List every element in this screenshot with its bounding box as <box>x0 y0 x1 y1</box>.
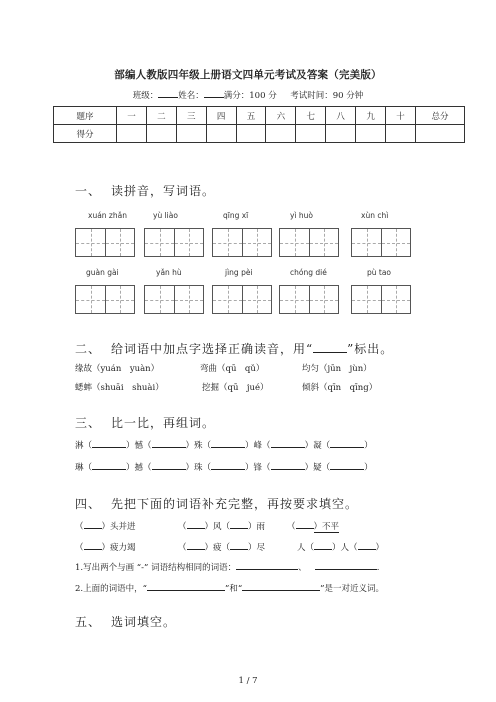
section-number: 三、 <box>75 416 102 430</box>
score-cell <box>386 125 416 143</box>
writing-grid[interactable] <box>351 285 411 314</box>
score-cell <box>326 125 356 143</box>
score-header-cell: 七 <box>296 107 326 125</box>
idiom-item: （ ）头并进 <box>75 522 136 532</box>
answer-blank[interactable] <box>84 541 102 550</box>
section-number: 五、 <box>75 615 102 629</box>
reading-item: 挖掘（qū jué） <box>202 383 269 393</box>
reading-item: 均匀（jūn jùn） <box>302 364 372 374</box>
answer-blank[interactable] <box>296 520 314 529</box>
exam-info <box>0 88 496 101</box>
name-blank <box>204 88 224 98</box>
reading-item: 倾斜（qīn qīng） <box>302 383 378 393</box>
section-title: 给词语中加点字选择正确读音，用“ <box>111 342 314 356</box>
score-header-cell: 三 <box>176 107 206 125</box>
section-number: 一、 <box>75 184 102 198</box>
writing-grid[interactable] <box>75 285 135 314</box>
pinyin-3: qīng xī <box>223 211 249 220</box>
answer-blank[interactable] <box>236 561 298 570</box>
writing-grid[interactable] <box>212 285 272 314</box>
answer-blank[interactable] <box>187 520 205 529</box>
answer-blank[interactable] <box>147 582 225 591</box>
answer-blank[interactable] <box>230 520 248 529</box>
score-cell <box>296 125 326 143</box>
score-header-cell: 十 <box>386 107 416 125</box>
score-cell <box>356 125 386 143</box>
answer-blank[interactable] <box>152 439 186 448</box>
score-table-row <box>54 125 465 143</box>
answer-blank[interactable] <box>230 541 248 550</box>
answer-blank[interactable] <box>152 461 186 470</box>
answer-blank[interactable] <box>92 439 126 448</box>
compare-row-1: 淋（ ）憾（ ）殊（ ）峰（ ）凝（ ） <box>75 441 373 451</box>
answer-blank[interactable] <box>358 541 376 550</box>
writing-grid[interactable] <box>144 228 204 257</box>
idiom-item: （ ）疲（ ）尽 <box>178 543 266 553</box>
mark-blank <box>313 344 347 353</box>
writing-grid[interactable] <box>144 285 204 314</box>
section-number: 四、 <box>75 497 102 511</box>
compare-row-2: 琳（ ）撼（ ）珠（ ）锋（ ）疑（ ） <box>75 463 373 473</box>
question-1: 1.写出两个与画 “-” 词语结构相同的词语： 、 . <box>75 563 380 573</box>
score-header-cell: 四 <box>206 107 236 125</box>
answer-blank[interactable] <box>330 439 364 448</box>
name-label: 姓名： <box>178 91 204 101</box>
question-2: 2.上面的词语中，“ ”和“ ”是一对近义词。 <box>75 584 385 594</box>
score-header-cell: 五 <box>236 107 266 125</box>
writing-grid[interactable] <box>75 228 135 257</box>
pinyin-5: xùn chì <box>361 211 389 220</box>
answer-blank[interactable] <box>242 582 320 591</box>
score-header-cell: 八 <box>326 107 356 125</box>
section-5-heading <box>75 613 176 630</box>
idiom-item: （ ）疲力竭 <box>75 543 136 553</box>
pinyin-2: yù liào <box>153 211 178 220</box>
section-3-heading <box>75 414 215 431</box>
idiom-item: 人（ ）人（ ） <box>297 543 385 553</box>
answer-blank[interactable] <box>92 461 126 470</box>
section-title-end: ”标出。 <box>347 342 394 356</box>
score-cell <box>416 125 465 143</box>
score-label: 满分：100 分 <box>223 91 277 101</box>
score-table-header <box>54 107 465 125</box>
pinyin-6: guàn gài <box>86 268 119 277</box>
score-cell <box>176 125 206 143</box>
score-header-cell: 题序 <box>54 107 117 125</box>
answer-blank[interactable] <box>271 439 305 448</box>
reading-item: 蟋蟀（shuāi shuài） <box>75 383 164 393</box>
score-header-cell: 九 <box>356 107 386 125</box>
pinyin-1: xuán zhǎn <box>88 211 127 220</box>
score-cell <box>266 125 296 143</box>
section-2-heading <box>75 340 393 357</box>
page-number: 1 / 7 <box>238 676 258 686</box>
pinyin-8: jìng pèi <box>225 268 253 277</box>
score-cell <box>206 125 236 143</box>
answer-blank[interactable] <box>84 520 102 529</box>
pinyin-9: chóng dié <box>290 268 327 277</box>
answer-blank[interactable] <box>187 541 205 550</box>
answer-blank[interactable] <box>271 461 305 470</box>
pinyin-10: pù tao <box>367 268 392 277</box>
section-number: 二、 <box>75 342 102 356</box>
score-header-cell: 一 <box>117 107 147 125</box>
score-cell <box>146 125 176 143</box>
section-title: 比一比，再组词。 <box>111 416 216 430</box>
answer-blank[interactable] <box>330 461 364 470</box>
score-header-cell: 二 <box>146 107 176 125</box>
section-title: 先把下面的词语补充完整，再按要求填空。 <box>111 497 359 511</box>
page-title: 部编人教版四年级上册语文四单元考试及答案（完美版） <box>114 69 382 81</box>
answer-blank[interactable] <box>314 541 332 550</box>
answer-blank[interactable] <box>315 561 377 570</box>
score-table <box>53 106 465 143</box>
reading-item: 弯曲（qū qǔ） <box>200 364 265 374</box>
section-4-heading <box>75 495 358 512</box>
writing-grid[interactable] <box>279 228 339 257</box>
score-header-cell: 六 <box>266 107 296 125</box>
section-title: 选词填空。 <box>111 615 177 629</box>
writing-grid[interactable] <box>351 228 411 257</box>
idiom-item: （ ）风（ ）雨 <box>178 522 266 532</box>
score-header-cell: 总分 <box>416 107 465 125</box>
class-label: 班级： <box>132 91 159 101</box>
writing-grid[interactable] <box>279 285 339 314</box>
section-title: 读拼音，写词语。 <box>111 184 216 198</box>
reading-item: 缘故（yuán yuàn） <box>75 364 160 374</box>
score-cell <box>236 125 266 143</box>
answer-blank[interactable] <box>211 439 245 448</box>
pinyin-4: yì huò <box>290 211 314 220</box>
score-row-label: 得分 <box>54 125 117 143</box>
class-blank <box>158 88 178 98</box>
pinyin-7: yǎn hù <box>156 268 182 277</box>
section-1-heading <box>75 182 215 199</box>
time-label: 考试时间：90 分钟 <box>290 91 364 101</box>
answer-blank[interactable] <box>211 461 245 470</box>
idiom-item: （ ）不平 <box>287 522 340 532</box>
score-cell <box>117 125 147 143</box>
writing-grid[interactable] <box>212 228 272 257</box>
